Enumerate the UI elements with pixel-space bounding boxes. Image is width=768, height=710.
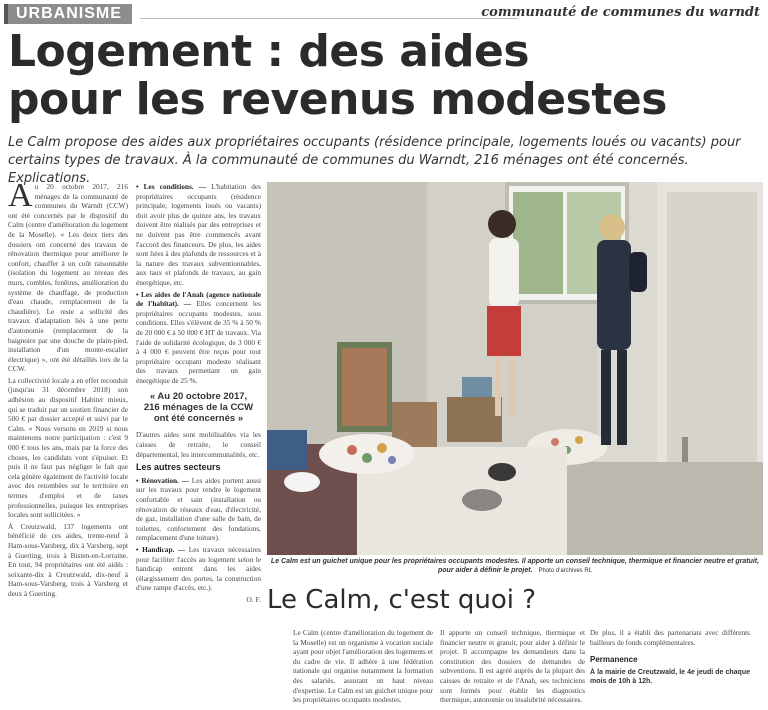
permanence-text: À la mairie de Creutzwald, le 4e jeudi de chaque mois de 10h à 12h. [590,668,750,685]
paragraph-text: Les aides portent aussi sur les travaux pour rendre le logement confortable et sain (installation ou rénovation de réseaux d'eau, d'électricité, de gaz, installation d'une salle de bain, de toilettes, confortement des fondations, remplacement d'une toiture). [136,475,261,543]
pull-quote: « Au 20 octobre 2017, 216 ménages de la CCW ont été concernés » [143,391,254,425]
rubric-label: URBANISME [16,5,122,22]
box-column-3 [590,628,750,686]
paragraph [136,290,261,386]
paragraph: Il apporte un conseil technique, thermique et financier neutre et gratuit, pour aider à définir le projet. Il accompagne les demandeurs dans la constitution des dossiers de demandes de subventions. Il est agréé auprès de la plupart des caisses de retraite et de l'Anah, ses techniciens sont formés pour établir les diagnostics thermique, autonomie ou insalubrité nécessaires. [440,628,585,705]
permanence-heading: Permanence [590,655,638,665]
article-column-1 [8,177,128,601]
article-column-2 [136,182,261,605]
page-title [8,28,768,124]
bedroom-illustration [267,182,763,555]
section-rubric [4,4,132,24]
paragraph: La collectivité locale a en effet reconduit (jusqu'au 31 décembre 2018) son adhésion au dispositif Habiter mieux, qui se traduit par un soutien financier de 500 € par dossier accepté et suivi par le Calm. « Nous versons en 2019 si nous maintenons notre participation : c'est 9 000 € tous les ans, mais par la force des choses, les candidats vont s'épuiser. Et puis il ne faut pas négliger le fait que cela génère également de l'activité locale avec des retombées sur le territoire en termes d'emploi et de taxes professionnelles, puisque les entreprises locales sont sollicitées. » [8,375,128,520]
box-title: Le Calm, c'est quoi ? [267,585,537,615]
article-lead: Le Calm propose des aides aux propriétaires occupants (résidence principale, logements loués ou vacants) pour certains types de travaux. À la communauté de communes du Warndt, 216 ménages ont été concernés. Explications. [8,135,741,186]
paragraph-text: Elles concernent les propriétaires occupants modestes, sous conditions. Elles s'élèvent de 35 % à 50 % de 20 000 € à 50 000 € HT de travaux. Via l'aide de solidarité écologique, de 3 000 € à 4 000 € peuvent être reçus pour tout propriétaire occupant modeste réalisant des travaux permettant un gain énergétique de 25 %. [136,299,261,385]
subheading: Les autres secteurs [136,462,221,473]
paragraph: À Creutzwald, 137 logements ont bénéficié de ces aides, trente-neuf à Ham-sous-Varsberg, dix à Varsberg, sept à Guerting, trois à Bisten-en-Lorraine. En tout, 94 propriétaires ont été aidés : soixante-dix à Creutzwald, dix-neuf à Ham-sous-Varsberg, trois à Varsberg et deux à Guerting. [8,521,128,598]
paragraph [136,476,261,543]
paragraph-heading: • Les conditions. — [136,182,207,191]
paragraph-text: u 20 octobre 2017, 216 ménages de la communauté de communes du Warndt (CCW) ont été concernés par le dispositif du Calm (centre d'amélioration du logement de la Moselle). « Les deux tiers des dossiers ont concerné des travaux de rénovation thermique pour améliorer le confort, chauffer à un coût raisonnable (isolation du logement au niveau des murs, combles, fenêtres, amélioration du système de chauffage, de production d'eau chaude, remplacement de la chaudière). Le reste a sollicité des travaux d'adaptation liés à une perte d'autonomie (remplacement de la baignoire par une douche de plain-pied, installation d'un monte-escalier électrique) », ont été détaillés lors de la CCW. [8,182,128,374]
paragraph-heading: • Handicap. — [136,545,186,554]
paragraph-text: Les travaux nécessaires pour faciliter l'accès au logement selon le handicap entrent dans les aides (élargissement des portes, la construction d'une rampe d'accès, etc.). [136,545,261,593]
paragraph [8,177,128,374]
paragraph: De plus, il a établi des partenariats avec différents bailleurs de fonds complémentaires. [590,628,750,647]
community-name: communauté de communes du warndt [481,5,760,20]
photo-caption [267,557,763,576]
paragraph [136,545,261,593]
box-column-1 [293,628,433,707]
caption-text: Le Calm est un guichet unique pour les propriétaires occupants modestes. Il apporte un conseil technique, thermique et financier neutre et gratuit, pour aider à définir le projet. [270,558,760,574]
paragraph-heading: • Rénovation. — [136,475,189,485]
paragraph: Le Calm (centre d'amélioration du logement de la Moselle) est un organisme à vocation sociale ayant pour objet l'amélioration des logements et du cadre de vie. Il adhère à une fédération nationale qui organise notamment la formation des salariés, assurant un haut niveau d'expertise. Le Calm est un guichet unique pour les propriétaires occupants modestes. [293,628,433,705]
headline-line-1: Logement : des aides [8,26,530,77]
paragraph-text: L'habitation des propriétaires occupants (résidence principale, logements loués ou vacants) doit avoir plus de quinze ans, les travaux doivent être réalisés par des entreprises et ne doivent pas être commencés avant l'accord des financeurs. De plus, les aides sont liées à des plafonds de ressources et à la nature des travaux subventionnables, aux taux et plafonds de travaux, au gain énergétique, etc. [136,182,261,287]
paragraph: D'autres aides sont mobilisables via les caisses de retraite, le conseil départemental, les intercommunalités, etc. [136,430,261,459]
box-column-2 [440,628,585,707]
article-photo [267,182,763,555]
photo-credit: Photo d'archives RL [538,568,592,574]
paragraph [136,182,261,288]
header-rule [140,18,518,19]
author-signature: O. F. [246,594,261,604]
headline-line-2: pour les revenus modestes [8,74,667,125]
section-header [0,4,768,24]
drop-cap: A [8,177,33,214]
rubric-tab [4,4,8,24]
paragraph-heading: • Les aides de l'Anah (agence nationale de l'habitat). — [136,289,261,309]
